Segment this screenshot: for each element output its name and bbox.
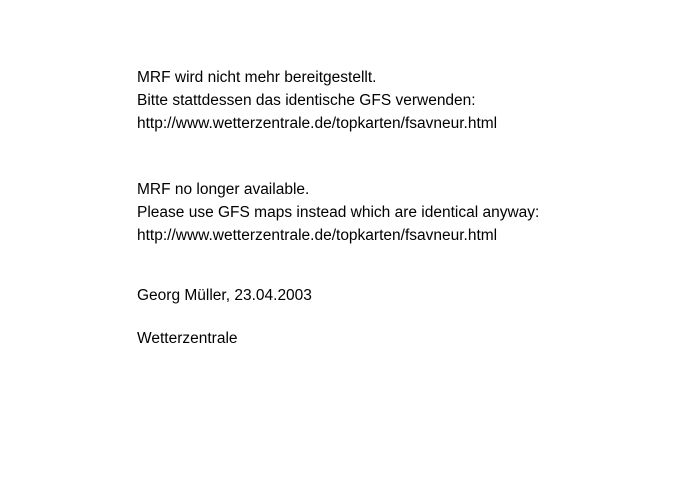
signature-line — [137, 284, 312, 307]
notice-german — [137, 66, 497, 135]
notice-english-line1: MRF no longer available. — [137, 181, 310, 198]
notice-german-line2: Bitte stattdessen das identische GFS verwenden: — [137, 92, 476, 109]
notice-german-line1: MRF wird nicht mehr bereitgestellt. — [137, 69, 377, 86]
notice-german-url: http://www.wetterzentrale.de/topkarten/fsavneur.html — [137, 115, 498, 132]
notice-english — [137, 178, 539, 247]
notice-english-url: http://www.wetterzentrale.de/topkarten/fsavneur.html — [137, 227, 498, 244]
notice-english-line2: Please use GFS maps instead which are identical anyway: — [137, 204, 540, 221]
signature-text: Georg Müller, 23.04.2003 — [137, 287, 312, 304]
site-name — [137, 327, 238, 350]
site-name-text: Wetterzentrale — [137, 330, 238, 347]
